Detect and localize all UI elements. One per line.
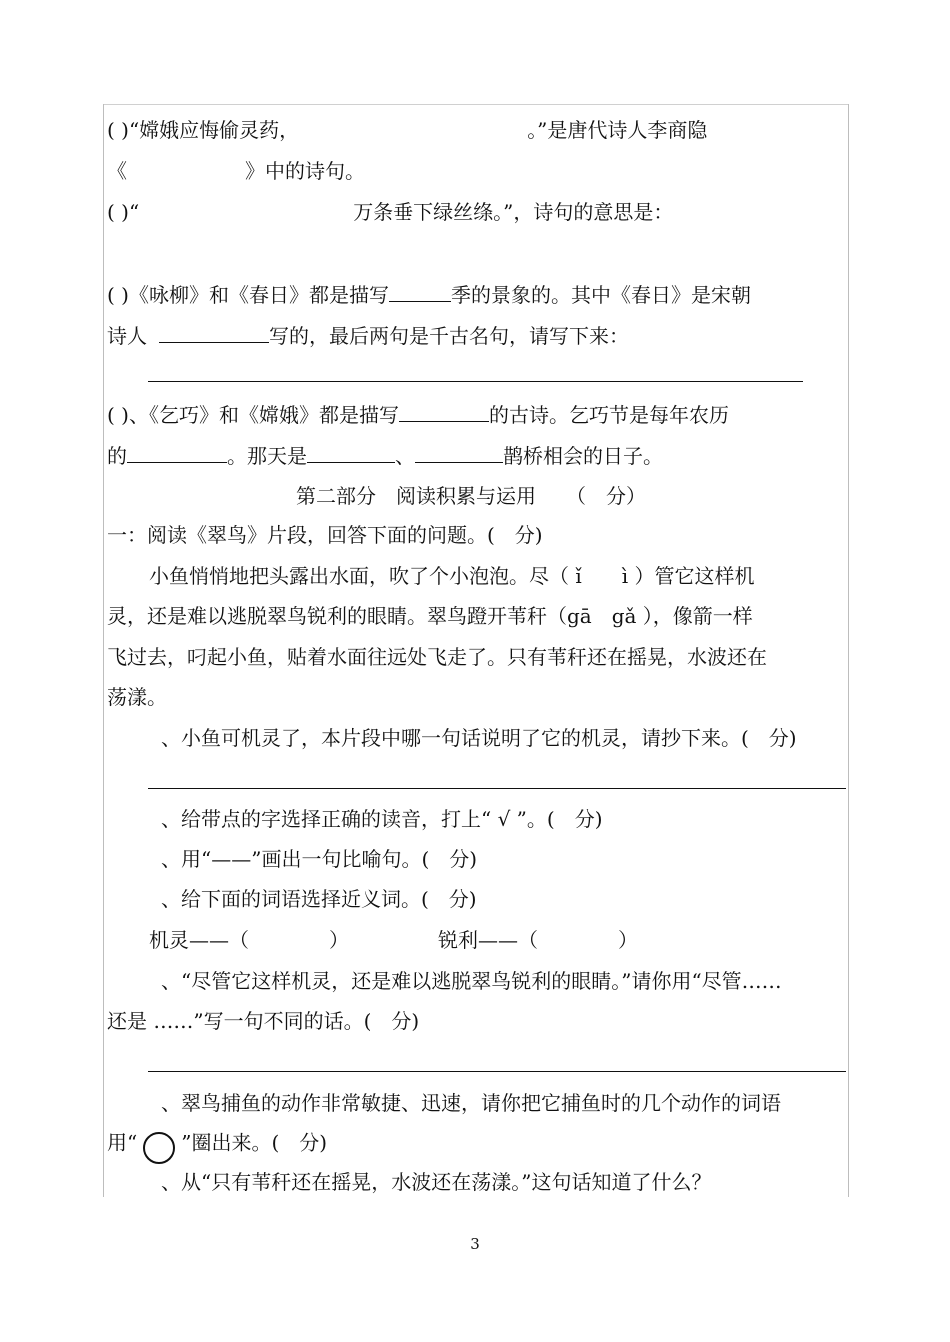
sub-question-2: 、给带点的字选择正确的读音，打上“ √ ”。( 分) bbox=[161, 807, 603, 831]
reading-question-intro: 一：阅读《翠鸟》片段，回答下面的问题。( 分) bbox=[107, 523, 543, 547]
table-border-top bbox=[103, 104, 849, 105]
question-chang-e: ( )“嫦娥应悔偷灵药， 。”是唐代诗人李商隐 bbox=[107, 118, 708, 142]
passage-line: 荡漾。 bbox=[107, 685, 167, 709]
answer-blank[interactable] bbox=[127, 442, 227, 463]
answer-blank[interactable] bbox=[159, 322, 269, 343]
answer-line[interactable] bbox=[148, 788, 846, 789]
sub-question-5: 、“尽管它这样机灵，还是难以逃脱翠鸟锐利的眼睛。”请你用“尽管…… bbox=[161, 969, 782, 993]
passage-line: 灵，还是难以逃脱翠鸟锐利的眼睛。翠鸟蹬开苇秆（gā gǎ ），像箭一样 bbox=[107, 604, 753, 628]
answer-blank[interactable] bbox=[307, 442, 395, 463]
synonym-word-2: 锐利——（ ） bbox=[438, 928, 638, 952]
sub-question-3: 、用“——”画出一句比喻句。( 分) bbox=[161, 847, 478, 871]
sub-question-5-line2: 还是 ……”写一句不同的话。( 分) bbox=[107, 1009, 420, 1033]
question-spring-line2: 诗人 写的，最后两句是千古名句，请写下来： bbox=[107, 324, 629, 348]
circle-icon bbox=[143, 1132, 175, 1164]
answer-line[interactable] bbox=[148, 381, 803, 382]
answer-line[interactable] bbox=[148, 1071, 846, 1072]
sub-question-6: 、翠鸟捕鱼的动作非常敏捷、迅速，请你把它捕鱼时的几个动作的词语 bbox=[161, 1091, 781, 1115]
sub-question-7: 、从“只有苇秆还在摇晃，水波还在荡漾。”这句话知道了什么？ bbox=[161, 1170, 712, 1194]
sub-question-4: 、给下面的词语选择近义词。( 分) bbox=[161, 887, 477, 911]
question-willow: ( )“ 万条垂下绿丝绦。”，诗句的意思是： bbox=[107, 200, 674, 224]
sub-question-6-line2: 用“ ”圈出来。( 分) bbox=[107, 1128, 327, 1160]
table-border-left bbox=[103, 104, 104, 1197]
question-qiqiao-line2: 的 。那天是 、 鹊桥相会的日子。 bbox=[107, 444, 663, 468]
answer-blank[interactable] bbox=[415, 442, 503, 463]
question-qiqiao: ( )、《乞巧》和《嫦娥》都是描写 的古诗。乞巧节是每年农历 bbox=[107, 403, 729, 427]
question-spring: ( )《咏柳》和《春日》都是描写 季的景象的。其中《春日》是宋朝 bbox=[107, 283, 751, 307]
table-border-right bbox=[848, 104, 849, 1197]
part2-title: 第二部分 阅读积累与运用 （ 分） bbox=[296, 484, 646, 508]
passage-line: 飞过去，叼起小鱼，贴着水面往远处飞走了。只有苇秆还在摇晃，水波还在 bbox=[107, 645, 767, 669]
passage-line: 小鱼悄悄地把头露出水面，吹了个小泡泡。尽（ ǐ ì ）管它这样机 bbox=[149, 564, 755, 588]
answer-blank[interactable] bbox=[389, 281, 451, 302]
sub-question-1: 、小鱼可机灵了，本片段中哪一句话说明了它的机灵，请抄下来。( 分) bbox=[161, 726, 797, 750]
synonym-word-1: 机灵——（ ） bbox=[149, 928, 349, 952]
question-chang-e-line2: 《 》中的诗句。 bbox=[107, 159, 365, 183]
page-number: 3 bbox=[470, 1235, 480, 1253]
answer-blank[interactable] bbox=[399, 401, 489, 422]
